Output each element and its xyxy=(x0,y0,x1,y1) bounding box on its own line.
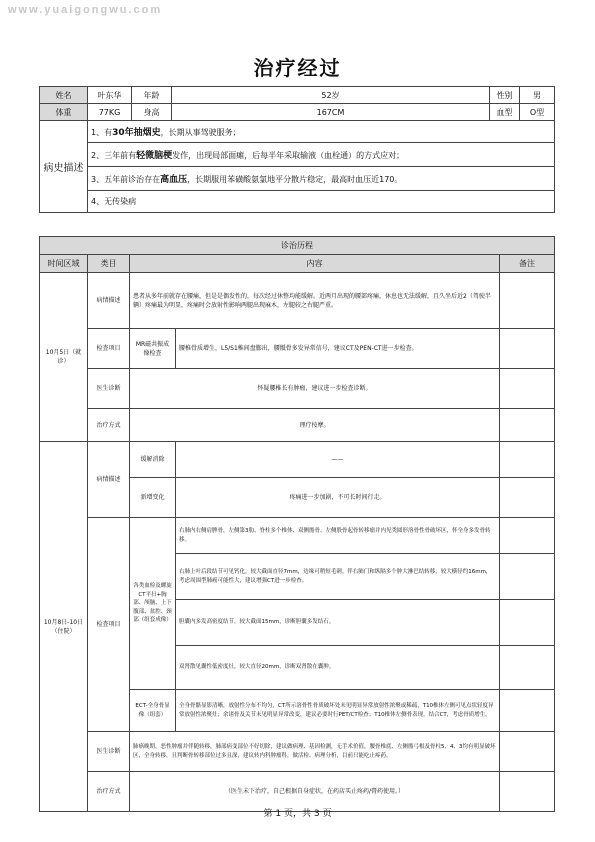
page-title: 治疗经过 xyxy=(253,56,342,80)
p2-relief-row xyxy=(40,442,555,478)
info-row-1 xyxy=(40,87,555,104)
name-label: 姓名 xyxy=(40,87,88,104)
p2-ct-label: 各类血检及螺旋CT平扫+胸部、颅脑、上下腹部、盆腔、颈部（组套成像） xyxy=(130,518,176,690)
p2-ct-result: 双肾散见囊性低密度灶，较大直径20mm，诊断双肾散在囊肿。 xyxy=(176,646,500,690)
p2-ect-notes xyxy=(500,690,555,732)
history-item: 1、有30年抽烟史，长期从事驾驶服务； xyxy=(88,121,555,143)
history-item: 3、五年前诊治存在高血压，长期服用苯磺酸氨氯地平分散片稳定，最高时血压近170。 xyxy=(88,167,555,191)
sex-value: 男 xyxy=(520,87,555,104)
p1-treatment-row xyxy=(40,409,555,442)
history-label: 病史描述 xyxy=(40,121,88,213)
sex-label: 性别 xyxy=(490,87,520,104)
p1-time: 10月5日（就诊） xyxy=(40,273,88,442)
p2-ect-result: 全身骨骼显影清晰，放射性分布不均匀，CT所示溶骨性骨质破坏处未见明显异常放射性浓聚或稀疏，T10椎体左侧可见点状轻度异常放射性浓聚灶；余诸骨及关节未见明显异常改变，建议必要时行PET/CT检查；T10椎体左侧骨表现，结合CT，考虑骨质增生。 xyxy=(176,690,500,732)
height-label: 身高 xyxy=(132,104,172,121)
p1-exam-row xyxy=(40,329,555,369)
height-value: 167CM xyxy=(172,104,490,121)
p2-symptom-label: 病情描述 xyxy=(88,442,130,518)
page-footer: 第 1 页，共 3 页 xyxy=(263,809,332,819)
p2-diagnosis-label: 医生诊断 xyxy=(88,732,130,772)
p2-ct-notes xyxy=(500,554,555,600)
p2-ct-result: 右肺上叶后段结节可见钙化，较大截面直径7mm，边缘可稍短毛刺。伴右肺门和纵隔多个肿大淋巴结转移，较大横径约16mm，考虑周围型肺癌可能性大，建议增强CT进一步检查。 xyxy=(176,554,500,600)
col-category-header: 类目 xyxy=(88,255,130,273)
p2-diagnosis-text: 肺癌晚期，恶性肿瘤并伴随转移，肺部病变部位不好切除，建议做病理、基因检测，无手术价值，腰骨椎底、左侧髂弓根及骨柱5、4、3均有明显破坏区，全身转移，且判断骨转移部位过多且深，建议转内科肿瘤科，做活检、病理分析，目前只能吃止疼药。 xyxy=(130,732,500,772)
patient-info-table xyxy=(39,86,555,213)
p2-change-text: 疼痛进一步加剧，不可长时间行走。 xyxy=(176,478,500,518)
p2-ct-notes xyxy=(500,518,555,554)
history-item: 4、无传染病 xyxy=(88,191,555,213)
p1-symptom-row xyxy=(40,273,555,329)
blood-label: 血型 xyxy=(490,104,520,121)
history-row-3 xyxy=(40,167,555,191)
section-title: 诊治历程 xyxy=(40,237,555,255)
p2-ct-result: 胆囊内多发高密度结节，较大截面15mm，诊断胆囊多发结石。 xyxy=(176,600,500,646)
col-notes-header: 备注 xyxy=(500,255,555,273)
p2-ct-row xyxy=(40,518,555,554)
p1-symptom-notes xyxy=(500,273,555,329)
col-content-header: 内容 xyxy=(130,255,500,273)
name-value: 叶东华 xyxy=(88,87,132,104)
p1-treatment-label: 治疗方式 xyxy=(88,409,130,442)
p2-treatment-label: 治疗方式 xyxy=(88,772,130,812)
age-label: 年龄 xyxy=(132,87,172,104)
p2-diagnosis-row xyxy=(40,732,555,772)
p2-ct-notes xyxy=(500,646,555,690)
course-column-header xyxy=(40,255,555,273)
p1-diagnosis-text: 怀疑腰椎长有肿瘤，建议进一步检查诊断。 xyxy=(130,369,500,409)
watermark-text: www.yuaigongwu.com xyxy=(8,4,163,16)
age-value: 52岁 xyxy=(172,87,490,104)
p1-treatment-notes xyxy=(500,409,555,442)
p2-treatment-text: （医生未下治疗，自己根据自身症状，在药店买止疼药/膏药使用。） xyxy=(130,772,500,812)
history-row-4 xyxy=(40,191,555,213)
blood-value: O型 xyxy=(520,104,555,121)
treatment-course-table xyxy=(39,236,555,812)
p1-treatment-text: 理疗按摩。 xyxy=(130,409,500,442)
history-row-1 xyxy=(40,121,555,143)
p2-time: 10月8日-10日（住院） xyxy=(40,442,88,812)
p2-ct-result: 右肺内右侧肩脾骨，左侧第3肋、脊柱多个椎体、双侧髂骨、左侧股骨起骨转移瘤并内见类圆形溶骨性骨破坏区，怀全身多发骨转移。 xyxy=(176,518,500,554)
p2-exam-label: 检查项目 xyxy=(88,518,130,732)
p1-exam-notes xyxy=(500,329,555,369)
p2-change-label: 新增变化 xyxy=(130,478,176,518)
p2-ct-notes xyxy=(500,600,555,646)
p1-symptom-label: 病情描述 xyxy=(88,273,130,329)
p1-exam-label: 检查项目 xyxy=(88,329,130,369)
course-section-header xyxy=(40,237,555,255)
p1-diagnosis-row xyxy=(40,369,555,409)
col-time-header: 时间区域 xyxy=(40,255,88,273)
weight-label: 体重 xyxy=(40,104,88,121)
p2-ect-label: ECT-全身骨显像（组套） xyxy=(130,690,176,732)
p1-diagnosis-notes xyxy=(500,369,555,409)
p2-relief-notes xyxy=(500,442,555,478)
p2-diagnosis-notes xyxy=(500,732,555,772)
p1-exam-item: MR磁共振成像检查 xyxy=(130,329,176,369)
p1-symptom-text: 患者从多年前就存在腰痛，但是是偶发性的，每次经过休整均能缓解。近两月出现的腰部疼痛，休息也无法缓解，且久坐后近2（驾驶半辆）疼痛最为明显，疼痛时会放射性影响两腿出现麻木，左腿较之右腿严重。 xyxy=(130,273,500,329)
history-item: 2、三年前有轻微脑梗发作，出现局部面瘫，后每半年采取输液（血栓通）的方式应对； xyxy=(88,143,555,167)
weight-value: 77KG xyxy=(88,104,132,121)
p2-relief-text: —— xyxy=(176,442,500,478)
p1-exam-result: 腰椎骨质增生，L5/S1椎间盘膨出，腰骶骨多发异常信号，建议CT及PEN-CT进一步检查。 xyxy=(176,329,500,369)
p2-change-notes xyxy=(500,478,555,518)
p1-diagnosis-label: 医生诊断 xyxy=(88,369,130,409)
history-row-2 xyxy=(40,143,555,167)
p2-relief-label: 缓解消除 xyxy=(130,442,176,478)
info-row-2 xyxy=(40,104,555,121)
